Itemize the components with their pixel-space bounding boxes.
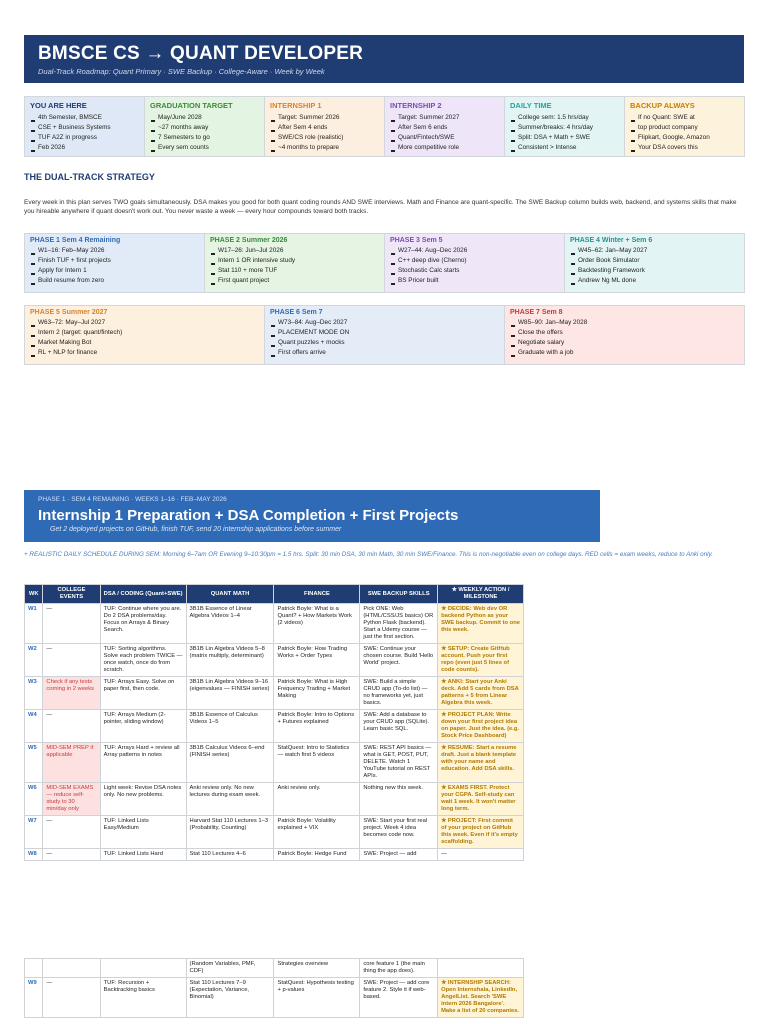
phase-item: Order Book Simulator	[570, 256, 739, 266]
phase1-heading: Internship 1 Preparation + DSA Completion + First Projects	[38, 507, 459, 524]
phase-item: W17–26: Jun–Jul 2026	[210, 246, 379, 256]
cell-finance: Patrick Boyle: How Trading Works + Order Types	[274, 644, 360, 677]
table-header-cell: SWE BACKUP SKILLS	[360, 585, 438, 604]
cell-swe: Nothing new this week.	[360, 783, 438, 816]
cell-math: 3B1B Lin Algebra Videos 9–16 (eigenvalues — FINISH series)	[186, 677, 274, 710]
phase-item: W63–72: May–Jul 2027	[30, 318, 259, 328]
info-card	[384, 96, 505, 157]
phase-title: PHASE 2 Summer 2026	[210, 237, 288, 244]
phase-title: PHASE 6 Sem 7	[270, 309, 323, 316]
card-list	[30, 113, 139, 153]
phase-item: Intern 1 OR intensive study	[210, 256, 379, 266]
cell-finance: Anki review only.	[274, 783, 360, 816]
phase-item: W1–16: Feb–May 2026	[30, 246, 199, 256]
cell-dsa: TUF: Linked Lists Hard	[100, 849, 186, 861]
card-item: Consistent > Intense	[510, 143, 619, 153]
cell-wk: W7	[25, 816, 43, 849]
card-item: Split: DSA + Math + SWE	[510, 133, 619, 143]
card-title: YOU ARE HERE	[30, 101, 87, 110]
cell-college: —	[43, 644, 100, 677]
phase-item: Stat 110 + more TUF	[210, 266, 379, 276]
table-row	[25, 677, 524, 710]
table-row	[25, 743, 524, 783]
phase-item: Finish TUF + first projects	[30, 256, 199, 266]
cell-college: —	[43, 816, 100, 849]
cell-college: Check if any tests coming in 2 weeks	[43, 677, 100, 710]
card-title: DAILY TIME	[510, 101, 552, 110]
cell-swe: SWE: REST API basics — what is GET, POST, PUT, DELETE. Watch 1 YouTube tutorial on REST APIs.	[360, 743, 438, 783]
table-row	[25, 783, 524, 816]
cell-finance: Patrick Boyle: What is a Quant? + How Markets Work (2 videos)	[274, 604, 360, 644]
phase-item: RL + NLP for finance	[30, 348, 259, 358]
table-row	[25, 816, 524, 849]
phase-row-1	[24, 233, 744, 293]
phase-list	[390, 246, 559, 286]
cell-action: —	[438, 849, 524, 861]
cell-swe: SWE: Build a simple CRUD app (To-do list) — no frameworks yet, just basics.	[360, 677, 438, 710]
card-list	[630, 113, 739, 153]
card-list	[510, 113, 619, 153]
phase1-kicker: PHASE 1 · SEM 4 REMAINING · WEEKS 1–16 · FEB–MAY 2026	[38, 496, 227, 503]
cell-wk: W9	[25, 978, 43, 1018]
table-header-cell: FINANCE	[274, 585, 360, 604]
cell-swe: SWE: Continue your chosen course. Build 'Hello World' project.	[360, 644, 438, 677]
card-item: Flipkart, Google, Amazon	[630, 133, 739, 143]
info-card	[264, 96, 385, 157]
card-item: top product company	[630, 123, 739, 133]
phase-item: Close the offers	[510, 328, 739, 338]
cell-swe: SWE: Start your first real project. Week 4 idea becomes code now.	[360, 816, 438, 849]
cell-finance: Patrick Boyle: Intro to Options + Futures explained	[274, 710, 360, 743]
phase-card	[264, 305, 505, 365]
phase-item: Quant puzzles + mocks	[270, 338, 499, 348]
cell-action: ★ ANKI: Start your Anki deck. Add 5 cards from DSA patterns + 5 from Linear Algebra this week.	[438, 677, 524, 710]
card-item: Feb 2026	[30, 143, 139, 153]
cell-action	[438, 959, 524, 978]
table-header-cell: ★ WEEKLY ACTION / MILESTONE	[438, 585, 524, 604]
cell-college: MID-SEM PREP if applicable	[43, 743, 100, 783]
phase-title: PHASE 4 Winter + Sem 6	[570, 237, 653, 244]
cell-swe: SWE: Project — add	[360, 849, 438, 861]
cell-action: ★ EXAMS FIRST. Protect your CGPA. Self-study can wait 1 week. It won't matter long term.	[438, 783, 524, 816]
cell-swe: Pick ONE: Web (HTML/CSS/JS basics) OR Python Flask (backend). Start a Udemy course — just the first section.	[360, 604, 438, 644]
cell-math: Stat 110 Lectures 4–6	[186, 849, 274, 861]
cell-wk: W5	[25, 743, 43, 783]
phase-item: Backtesting Framework	[570, 266, 739, 276]
card-item: May/June 2028	[150, 113, 259, 123]
cell-finance: Strategies overview	[274, 959, 360, 978]
cell-math: Anki review only. No new lectures during exam week.	[186, 783, 274, 816]
phase-item: Build resume from zero	[30, 276, 199, 286]
cell-math: (Random Variables, PMF, CDF)	[186, 959, 274, 978]
card-title: GRADUATION TARGET	[150, 101, 233, 110]
table-row	[25, 959, 524, 978]
cell-college: —	[43, 604, 100, 644]
phase-item: Negotiate salary	[510, 338, 739, 348]
phase-list	[570, 246, 739, 286]
card-item: 7 Semesters to go	[150, 133, 259, 143]
cell-finance: StatQuest: Intro to Statistics — watch first 5 videos	[274, 743, 360, 783]
phase-list	[30, 246, 199, 286]
table-header-cell: QUANT MATH	[186, 585, 274, 604]
cell-wk	[25, 959, 43, 978]
phase-list	[510, 318, 739, 358]
phase1-banner	[24, 490, 600, 542]
phase-item: C++ deep dive (Cherno)	[390, 256, 559, 266]
card-item: College sem: 1.5 hrs/day	[510, 113, 619, 123]
phase-item: PLACEMENT MODE ON	[270, 328, 499, 338]
cell-wk: W3	[25, 677, 43, 710]
cell-wk: W4	[25, 710, 43, 743]
phase-list	[270, 318, 499, 358]
card-item: Quant/Fintech/SWE	[390, 133, 499, 143]
phase-card	[384, 233, 565, 293]
table-header-cell: WK	[25, 585, 43, 604]
cell-math: 3B1B Essence of Linear Algebra Videos 1–4	[186, 604, 274, 644]
cell-dsa	[100, 959, 186, 978]
table-row	[25, 710, 524, 743]
card-item: 4th Semester, BMSCE	[30, 113, 139, 123]
table-row	[25, 978, 524, 1018]
card-item: Target: Summer 2027	[390, 113, 499, 123]
phase-item: First offers arrive	[270, 348, 499, 358]
phase-row-2	[24, 305, 744, 365]
strategy-title: THE DUAL-TRACK STRATEGY	[24, 172, 155, 182]
card-item: Your DSA covers this	[630, 143, 739, 153]
card-title: BACKUP ALWAYS	[630, 101, 695, 110]
cell-finance: StatQuest: Hypothesis testing + p-values	[274, 978, 360, 1018]
cell-wk: W8	[25, 849, 43, 861]
cell-college: MID-SEM EXAMS — reduce self-study to 30 min/day only	[43, 783, 100, 816]
table-row	[25, 849, 524, 861]
strategy-text: Every week in this plan serves TWO goals simultaneously. DSA makes you good for both quant coding rounds AND SWE interviews. Math and Finance are quant-specific. The SWE Backup column builds web, backend, and systems skills that make you hireable anywhere if quant doesn't work out. You never waste a week — every hour compounds toward both tracks.	[24, 199, 737, 215]
phase1-description: Get 2 deployed projects on GitHub, finish TUF, send 20 internship applications before summer	[50, 526, 342, 533]
card-list	[390, 113, 499, 153]
cell-action: ★ SETUP: Create GitHub account. Push your first repo (even just 5 lines of code counts).	[438, 644, 524, 677]
card-item: Summer/breaks: 4 hrs/day	[510, 123, 619, 133]
cell-action: ★ PROJECT PLAN: Write down your first project idea on paper. Just the idea. (e.g. Stock Price Dashboard)	[438, 710, 524, 743]
cell-math: 3B1B Essence of Calculus Videos 1–5	[186, 710, 274, 743]
cell-dsa: TUF: Arrays Medium (2-pointer, sliding window)	[100, 710, 186, 743]
phase-card	[24, 233, 205, 293]
phase-item: First quant project	[210, 276, 379, 286]
schedule-note: + REALISTIC DAILY SCHEDULE DURING SEM: Morning 6–7am OR Evening 9–10:30pm = 1.5 hrs. Split: 30 min DSA, 30 min Math, 30 min SWE/Finance. This is non-negotiable even on college days. RED cells = exam weeks, reduce to Anki only.	[24, 551, 713, 558]
card-item: TUF A2Z in progress	[30, 133, 139, 143]
phase-list	[30, 318, 259, 358]
phase-title: PHASE 3 Sem 5	[390, 237, 443, 244]
cell-math: Stat 110 Lectures 7–9 (Expectation, Variance, Binomial)	[186, 978, 274, 1018]
cell-action: ★ INTERNSHIP SEARCH: Open Internshala, LinkedIn, AngelList. Search 'SWE intern 2026 Bangalore'. Make a list of 20 companies.	[438, 978, 524, 1018]
phase-item: Apply for Intern 1	[30, 266, 199, 276]
phase-item: W27–44: Aug–Dec 2026	[390, 246, 559, 256]
card-item: More competitive role	[390, 143, 499, 153]
card-item: ~4 months to prepare	[270, 143, 379, 153]
cell-dsa: Light week: Revise DSA notes only. No new problems.	[100, 783, 186, 816]
cell-swe: core feature 1 (the main thing the app does).	[360, 959, 438, 978]
cell-swe: SWE: Project — add core feature 2. Style it if web-based.	[360, 978, 438, 1018]
phase-item: W73–84: Aug–Dec 2027	[270, 318, 499, 328]
table-header-cell: DSA / CODING (Quant+SWE)	[100, 585, 186, 604]
cell-action: ★ PROJECT: First commit of your project on GitHub this week. Even if it's empty scaffolding.	[438, 816, 524, 849]
cell-finance: Patrick Boyle: What is High Frequency Trading + Market Making	[274, 677, 360, 710]
cell-college	[43, 959, 100, 978]
cell-wk: W2	[25, 644, 43, 677]
table-row	[25, 604, 524, 644]
phase-title: PHASE 7 Sem 8	[510, 309, 563, 316]
phase-item: Andrew Ng ML done	[570, 276, 739, 286]
card-item: CSE + Business Systems	[30, 123, 139, 133]
cell-wk: W1	[25, 604, 43, 644]
card-item: ~27 months away	[150, 123, 259, 133]
info-card	[624, 96, 745, 157]
cell-college: —	[43, 849, 100, 861]
phase-item: W85–90: Jan–May 2028	[510, 318, 739, 328]
table-header-cell: COLLEGE EVENTS	[43, 585, 100, 604]
cell-finance: Patrick Boyle: Volatility explained + VIX	[274, 816, 360, 849]
phase-title: PHASE 5 Summer 2027	[30, 309, 108, 316]
cell-wk: W6	[25, 783, 43, 816]
page-title: BMSCE CS → QUANT DEVELOPER	[38, 43, 364, 64]
cell-dsa: TUF: Linked Lists Easy/Medium	[100, 816, 186, 849]
header-banner	[24, 35, 744, 83]
table-row	[25, 644, 524, 677]
phase-title: PHASE 1 Sem 4 Remaining	[30, 237, 121, 244]
cell-college: —	[43, 710, 100, 743]
card-item: Target: Summer 2026	[270, 113, 379, 123]
info-cards	[24, 96, 744, 157]
info-card	[144, 96, 265, 157]
phase-item: Graduate with a job	[510, 348, 739, 358]
card-item: After Sem 4 ends	[270, 123, 379, 133]
cell-finance: Patrick Boyle: Hedge Fund	[274, 849, 360, 861]
phase-card	[564, 233, 745, 293]
weekly-table-continued	[24, 958, 524, 1018]
card-title: INTERNSHIP 2	[390, 101, 442, 110]
phase-item: BS Pricer built	[390, 276, 559, 286]
phase-item: W45–62: Jan–May 2027	[570, 246, 739, 256]
phase-list	[210, 246, 379, 286]
card-title: INTERNSHIP 1	[270, 101, 322, 110]
cell-dsa: TUF: Arrays Hard + review all Array patterns in notes	[100, 743, 186, 783]
weekly-table	[24, 584, 524, 861]
info-card	[24, 96, 145, 157]
cell-dsa: TUF: Continue where you are. Do 2 DSA problems/day. Focus on Arrays & Binary Search.	[100, 604, 186, 644]
card-item: SWE/CS role (realistic)	[270, 133, 379, 143]
info-card	[504, 96, 625, 157]
phase-card	[204, 233, 385, 293]
cell-math: 3B1B Lin Algebra Videos 5–8 (matrix multiply, determinant)	[186, 644, 274, 677]
table-header-row	[25, 585, 524, 604]
cell-dsa: TUF: Recursion + Backtracking basics	[100, 978, 186, 1018]
cell-action: ★ DECIDE: Web dev OR backend Python as your SWE backup. Commit to one this week.	[438, 604, 524, 644]
cell-dsa: TUF: Arrays Easy. Solve on paper first, then code.	[100, 677, 186, 710]
cell-math: Harvard Stat 110 Lectures 1–3 (Probability, Counting)	[186, 816, 274, 849]
phase-item: Intern 2 (target: quant/fintech)	[30, 328, 259, 338]
cell-action: ★ RESUME: Start a resume draft. Just a blank template with your name and education. Add DSA skills.	[438, 743, 524, 783]
card-list	[150, 113, 259, 153]
cell-college: —	[43, 978, 100, 1018]
phase-item: Market Making Bot	[30, 338, 259, 348]
page-subtitle: Dual-Track Roadmap: Quant Primary · SWE Backup · College-Aware · Week by Week	[38, 67, 325, 76]
cell-math: 3B1B Calculus Videos 6–end (FINISH series)	[186, 743, 274, 783]
cell-dsa: TUF: Sorting algorithms. Solve each problem TWICE — once watch, once do from scratch.	[100, 644, 186, 677]
card-item: Every sem counts	[150, 143, 259, 153]
phase-item: Stochastic Calc starts	[390, 266, 559, 276]
card-list	[270, 113, 379, 153]
card-item: After Sem 6 ends	[390, 123, 499, 133]
card-item: If no Quant: SWE at	[630, 113, 739, 123]
phase-card	[24, 305, 265, 365]
phase-card	[504, 305, 745, 365]
cell-swe: SWE: Add a database to your CRUD app (SQLite). Learn basic SQL.	[360, 710, 438, 743]
